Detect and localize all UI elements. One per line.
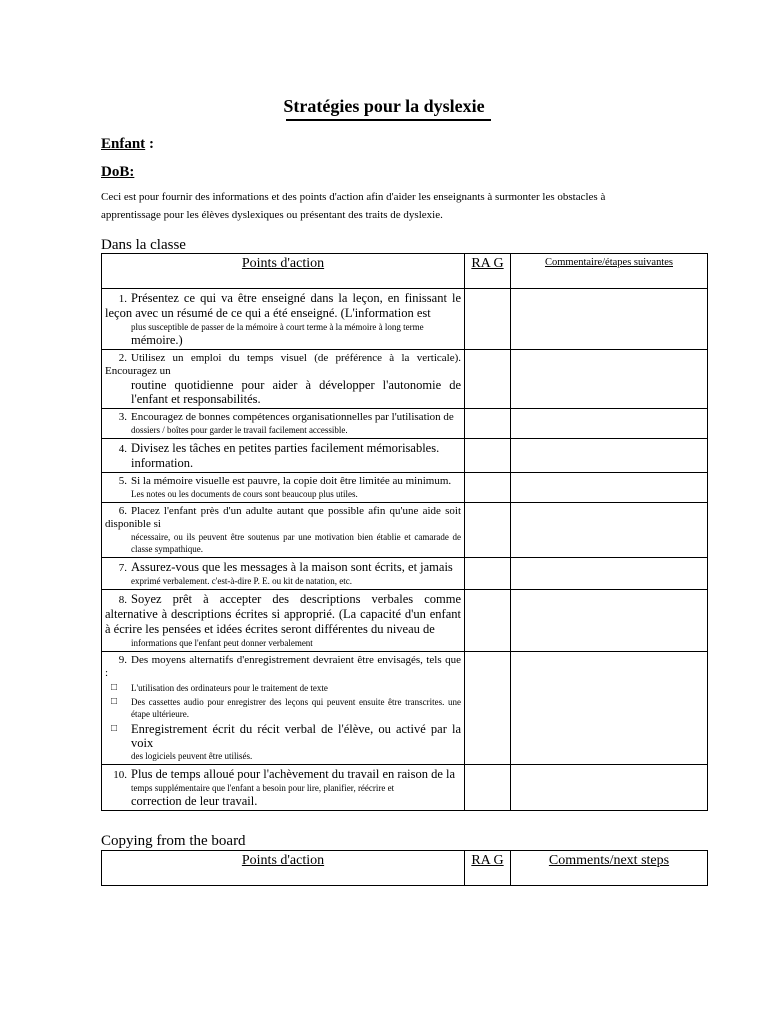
action-point-detail: dossiers / boîtes pour garder le travail facilement accessible. bbox=[131, 425, 348, 435]
rag-cell[interactable] bbox=[465, 473, 511, 503]
action-point-text bbox=[105, 441, 461, 456]
action-point-main: Des moyens alternatifs d'enregistrement devraient être envisagés, tels que : bbox=[105, 654, 461, 679]
action-point-detail: temps supplémentaire que l'enfant a besoin pour lire, planifier, réécrire et bbox=[131, 783, 395, 793]
action-point-cell bbox=[102, 409, 465, 439]
action-point-detail: Les notes ou les documents de cours sont beaucoup plus utiles. bbox=[131, 489, 358, 499]
comment-cell[interactable] bbox=[511, 765, 708, 811]
action-point-number: 4. bbox=[118, 443, 127, 455]
bullet-text: L'utilisation des ordinateurs pour le traitement de texte bbox=[131, 683, 328, 693]
comment-cell[interactable] bbox=[511, 503, 708, 558]
action-point-main: Si la mémoire visuelle est pauvre, la copie doit être limitée au minimum. bbox=[131, 475, 452, 487]
dob-field bbox=[101, 163, 134, 181]
action-point-cell bbox=[102, 558, 465, 590]
rag-cell[interactable] bbox=[465, 350, 511, 409]
rag-cell[interactable] bbox=[465, 652, 511, 765]
table-row bbox=[102, 409, 708, 439]
action-point-continuation: mémoire.) bbox=[131, 333, 183, 347]
action-point-cell bbox=[102, 765, 465, 811]
table-row bbox=[102, 558, 708, 590]
action-point-cell bbox=[102, 439, 465, 473]
classroom-strategies-table bbox=[101, 253, 708, 811]
action-point-text bbox=[105, 411, 461, 424]
column-header-rag: RA G bbox=[465, 254, 511, 289]
action-point-main: Utilisez un emploi du temps visuel (de préférence à la verticale). Encouragez un bbox=[105, 352, 461, 377]
action-point-cell bbox=[102, 590, 465, 652]
rag-cell[interactable] bbox=[465, 439, 511, 473]
rag-cell[interactable] bbox=[465, 765, 511, 811]
table-row bbox=[102, 765, 708, 811]
action-point-cell bbox=[102, 350, 465, 409]
bullet-item bbox=[105, 696, 461, 720]
action-point-continuation: correction de leur travail. bbox=[131, 794, 258, 808]
action-point-text bbox=[105, 560, 461, 575]
title-underline bbox=[286, 119, 491, 121]
child-colon: : bbox=[145, 136, 154, 152]
rag-cell[interactable] bbox=[465, 409, 511, 439]
table-row bbox=[102, 590, 708, 652]
action-point-main: Présentez ce qui va être enseigné dans la leçon, en finissant le leçon avec un résumé de ce qui a été enseigné. (L'information est bbox=[105, 291, 461, 320]
action-point-number: 10. bbox=[113, 769, 127, 781]
action-point-main: Divisez les tâches en petites parties facilement mémorisables. bbox=[131, 441, 440, 455]
table-row bbox=[102, 473, 708, 503]
action-point-cell bbox=[102, 289, 465, 350]
column-header-comments: Commentaire/étapes suivantes bbox=[511, 254, 708, 289]
rag-cell[interactable] bbox=[465, 289, 511, 350]
action-point-text bbox=[105, 291, 461, 321]
action-point-number: 2. bbox=[118, 352, 127, 364]
action-point-number: 1. bbox=[118, 293, 127, 305]
action-point-cell bbox=[102, 473, 465, 503]
column-header-rag: RA G bbox=[465, 851, 511, 886]
child-field bbox=[101, 135, 154, 153]
rag-cell[interactable] bbox=[465, 503, 511, 558]
page-title: Stratégies pour la dyslexie bbox=[283, 96, 485, 116]
action-point-detail: nécessaire, ou ils peuvent être soutenus par une motivation bien établie et camarade de classe sympathique. bbox=[131, 532, 461, 554]
comment-cell[interactable] bbox=[511, 590, 708, 652]
table-row bbox=[102, 289, 708, 350]
action-point-main: Encouragez de bonnes compétences organisationnelles par l'utilisation de bbox=[131, 411, 454, 423]
comment-cell[interactable] bbox=[511, 439, 708, 473]
column-header-action: Points d'action bbox=[102, 254, 465, 289]
table-row bbox=[102, 439, 708, 473]
action-point-main: Soyez prêt à accepter des descriptions verbales comme alternative à descriptions écrites si approprié. (La capacité d'un enfant à écrire les pensées et idées écrites seront différentes du niveau de bbox=[105, 592, 461, 636]
action-point-number: 7. bbox=[118, 562, 127, 574]
action-point-number: 8. bbox=[118, 594, 127, 606]
action-point-text bbox=[105, 654, 461, 680]
bullet-box-icon: □ bbox=[111, 696, 118, 707]
table-row bbox=[102, 503, 708, 558]
action-point-detail: exprimé verbalement. c'est-à-dire P. E. ou kit de natation, etc. bbox=[131, 576, 353, 586]
child-label: Enfant bbox=[101, 136, 146, 152]
action-point-text bbox=[105, 475, 461, 488]
action-point-number: 5. bbox=[118, 475, 127, 487]
bullet-text: Des cassettes audio pour enregistrer des leçons qui peuvent ensuite être transcrites. une étape ultérieure. bbox=[131, 697, 461, 719]
bullet-text: Enregistrement écrit du récit verbal de l'élève, ou activé par la voix bbox=[131, 722, 461, 750]
action-point-text bbox=[105, 352, 461, 378]
bullet-box-icon: □ bbox=[111, 682, 118, 693]
rag-cell[interactable] bbox=[465, 558, 511, 590]
bullet-item bbox=[105, 682, 461, 694]
action-point-number: 6. bbox=[118, 505, 127, 517]
section-heading-copying: Copying from the board bbox=[101, 833, 246, 849]
table-row bbox=[102, 350, 708, 409]
action-point-continuation: routine quotidienne pour aider à développer l'autonomie de l'enfant et responsabilités. bbox=[131, 378, 461, 406]
table-header-row bbox=[102, 254, 708, 289]
copying-board-table bbox=[101, 850, 708, 886]
action-point-main: Assurez-vous que les messages à la maison sont écrits, et jamais bbox=[131, 560, 453, 574]
action-point-cell bbox=[102, 503, 465, 558]
comment-cell[interactable] bbox=[511, 350, 708, 409]
action-point-detail: informations que l'enfant peut donner verbalement bbox=[131, 638, 313, 648]
action-point-number: 3. bbox=[118, 411, 127, 423]
action-point-text bbox=[105, 767, 461, 782]
rag-cell[interactable] bbox=[465, 590, 511, 652]
action-point-continuation: information. bbox=[131, 456, 194, 470]
column-header-comments: Comments/next steps bbox=[511, 851, 708, 886]
comment-cell[interactable] bbox=[511, 409, 708, 439]
action-point-detail: plus susceptible de passer de la mémoire à court terme à la mémoire à long terme bbox=[131, 322, 424, 332]
comment-cell[interactable] bbox=[511, 289, 708, 350]
table-row bbox=[102, 652, 708, 765]
action-point-text bbox=[105, 592, 461, 637]
comment-cell[interactable] bbox=[511, 558, 708, 590]
action-point-text bbox=[105, 505, 461, 531]
bullet-subtext: des logiciels peuvent être utilisés. bbox=[131, 751, 253, 761]
action-point-number: 9. bbox=[118, 654, 127, 666]
action-point-main: Plus de temps alloué pour l'achèvement du travail en raison de la bbox=[131, 767, 456, 781]
bullet-item bbox=[105, 722, 461, 762]
action-point-cell bbox=[102, 652, 465, 765]
comment-cell[interactable] bbox=[511, 473, 708, 503]
bullet-box-icon: □ bbox=[111, 723, 118, 734]
dob-label: DoB: bbox=[101, 164, 135, 180]
intro-paragraph: Ceci est pour fournir des informations et des points d'action afin d'aider les enseignants à surmonter les obstacles à apprentissage pour les élèves dyslexiques ou présentant des traits de dyslexie. bbox=[101, 191, 606, 221]
column-header-action: Points d'action bbox=[102, 851, 465, 886]
section-heading-classroom: Dans la classe bbox=[101, 237, 186, 253]
action-point-main: Placez l'enfant près d'un adulte autant que possible afin qu'une aide soit disponible si bbox=[105, 505, 461, 530]
comment-cell[interactable] bbox=[511, 652, 708, 765]
table-header-row bbox=[102, 851, 708, 886]
